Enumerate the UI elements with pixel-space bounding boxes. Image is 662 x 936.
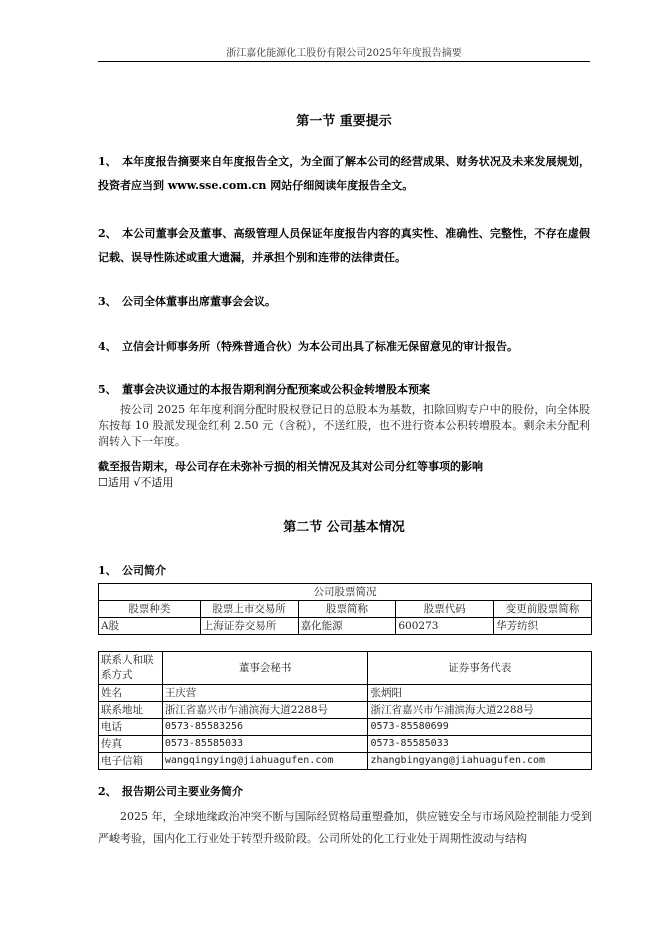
item-5 — [98, 378, 590, 402]
item-3 — [98, 290, 590, 314]
table-row — [99, 618, 592, 635]
applicable-status: ☐适用 √不适用 — [98, 476, 174, 489]
stock-cell: 嘉化能源 — [298, 618, 396, 635]
item-5-number: 5、 — [98, 383, 117, 396]
stock-table-caption: 公司股票简况 — [99, 584, 592, 601]
contact-table — [98, 651, 592, 770]
page-header: 浙江嘉化能源化工股份有限公司2025年年度报告摘要 — [226, 48, 462, 59]
loss-heading: 截至报告期末，母公司存在未弥补亏损的相关情况及其对公司分红等事项的影响 — [98, 460, 483, 473]
item-1 — [98, 150, 590, 198]
contact-cell: 电话 — [99, 719, 163, 736]
stock-cell: 华芳纺织 — [494, 618, 592, 635]
table-row — [99, 753, 592, 770]
stock-header-cell: 股票简称 — [298, 601, 396, 618]
item-4 — [98, 335, 590, 359]
stock-cell: A股 — [99, 618, 201, 635]
contact-header-cell: 证券事务代表 — [368, 652, 592, 685]
item-4-number: 4、 — [98, 340, 117, 353]
contact-cell: 传真 — [99, 736, 163, 753]
dividend-text: 按公司 2025 年年度利润分配时股权登记日的总股本为基数，扣除回购专户中的股份，向全体股东按每 10 股派发现金红利 2.50 元（含税），不送红股，也不进行资本公积转增股本。剩余未分配利润转入下一年度。 — [98, 403, 590, 448]
item-2 — [98, 222, 590, 270]
stock-table — [98, 583, 592, 635]
contact-cell: 浙江省嘉兴市乍浦滨海大道2288号 — [162, 702, 368, 719]
item-1-number: 1、 — [98, 155, 117, 168]
item-3-number: 3、 — [98, 295, 117, 308]
sub1-heading — [98, 559, 590, 583]
item-2-number: 2、 — [98, 227, 117, 240]
sub1-number: 1、 — [98, 564, 117, 577]
contact-header-cell: 联系人和联系方式 — [99, 652, 163, 685]
contact-cell: 姓名 — [99, 685, 163, 702]
contact-cell: 0573-85585033 — [368, 736, 592, 753]
sub2-title: 报告期公司主要业务简介 — [122, 785, 243, 798]
table-row — [99, 584, 592, 601]
contact-email: wangqingying@jiahuagufen.com — [162, 753, 368, 770]
table-row — [99, 652, 592, 685]
stock-header-cell: 股票种类 — [99, 601, 201, 618]
stock-cell: 600273 — [396, 618, 494, 635]
sub2-number: 2、 — [98, 785, 117, 798]
contact-cell: 0573-85583256 — [162, 719, 368, 736]
contact-cell: 0573-85580699 — [368, 719, 592, 736]
table-row — [99, 736, 592, 753]
item-1-text: 本年度报告摘要来自年度报告全文，为全面了解本公司的经营成果、财务状况及未来发展规划，投资者应当到 www.sse.com.cn 网站仔细阅读年度报告全文。 — [98, 155, 590, 192]
table-row — [99, 601, 592, 618]
stock-cell: 上海证券交易所 — [200, 618, 298, 635]
contact-cell: 联系地址 — [99, 702, 163, 719]
item-4-text: 立信会计师事务所（特殊普通合伙）为本公司出具了标准无保留意见的审计报告。 — [122, 340, 518, 353]
header-divider — [98, 61, 590, 62]
contact-email: zhangbingyang@jiahuagufen.com — [368, 753, 592, 770]
contact-header-cell: 董事会秘书 — [162, 652, 368, 685]
item-2-text: 本公司董事会及董事、高级管理人员保证年度报告内容的真实性、准确性、完整性，不存在虚假记载、误导性陈述或重大遗漏，并承担个别和连带的法律责任。 — [98, 227, 590, 264]
item-5-text: 董事会决议通过的本报告期利润分配预案或公积金转增股本预案 — [122, 383, 430, 396]
table-row — [99, 702, 592, 719]
stock-header-cell: 股票代码 — [396, 601, 494, 618]
contact-cell: 浙江省嘉兴市乍浦滨海大道2288号 — [368, 702, 592, 719]
item-3-text: 公司全体董事出席董事会会议。 — [122, 295, 276, 308]
contact-cell: 电子信箱 — [99, 753, 163, 770]
contact-cell: 张炳阳 — [368, 685, 592, 702]
stock-header-cell: 变更前股票简称 — [494, 601, 592, 618]
section2-title: 第二节 公司基本情况 — [283, 520, 405, 535]
sub1-title: 公司简介 — [122, 564, 166, 577]
contact-cell: 0573-85585033 — [162, 736, 368, 753]
stock-header-cell: 股票上市交易所 — [200, 601, 298, 618]
section1-title: 第一节 重要提示 — [296, 114, 392, 129]
table-row — [99, 719, 592, 736]
business-text: 2025 年，全球地缘政治冲突不断与国际经贸格局重塑叠加，供应链安全与市场风险控制能力受到严峻考验，国内化工行业处于转型升级阶段。公司所处的化工行业处于周期性波动与结构 — [98, 810, 592, 845]
sub2-heading — [98, 780, 590, 804]
contact-cell: 王庆营 — [162, 685, 368, 702]
table-row — [99, 685, 592, 702]
